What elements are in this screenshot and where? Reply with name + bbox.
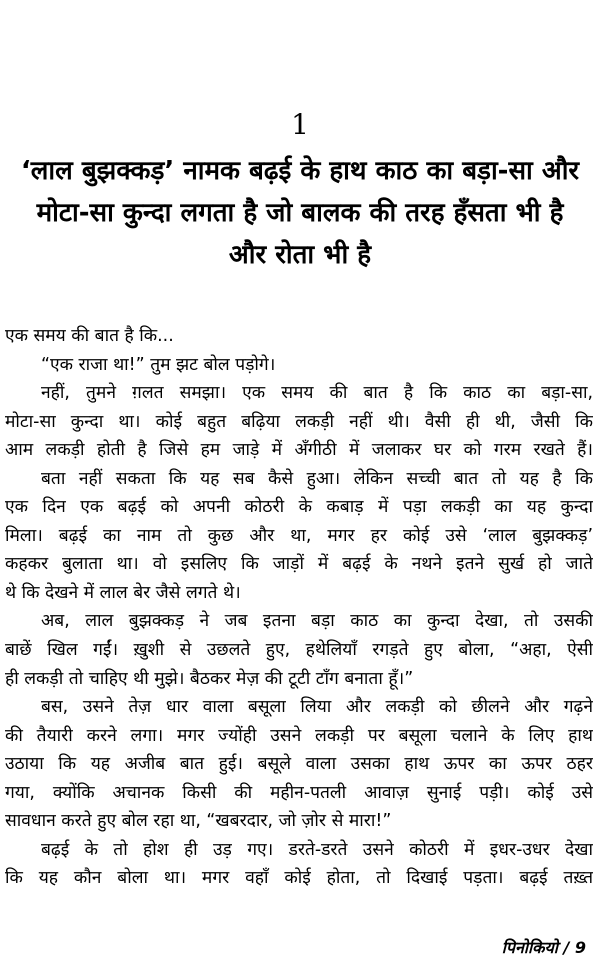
text-line: मिला। बढ़ई का नाम तो कुछ और था, मगर हर कोई उसे ‘लाल बुझक्कड़’ [5, 525, 593, 546]
text-line: एक दिन एक बढ़ई को अपनी कोठरी के कबाड़ में पड़ा लकड़ी का यह कुन्दा [5, 497, 593, 518]
text-line: थे कि देखने में लाल बेर जैसे लगते थे। [5, 582, 241, 603]
text-line: “एक राजा था!” तुम झट बोल पड़ोगे। [41, 354, 276, 375]
text-line: की तैयारी करने लगा। मगर ज्योंही उसने लकड़ी पर बसूला चलाने के लिए हाथ [5, 725, 593, 746]
text-line: सावधान करते हुए बोल रहा था, “खबरदार, जो ज़ोर से मारा!” [5, 811, 392, 832]
chapter-number: 1 [291, 108, 309, 141]
text-line: ही लकड़ी तो चाहिए थी मुझे। बैठकर मेज़ की टूटी टाँग बनाता हूँ।” [5, 668, 414, 689]
story-body [5, 322, 593, 893]
text-line: आम लकड़ी होती है जिसे हम जाड़े में अँगीठी में जलाकर घर को गरम रखते हैं। [5, 440, 593, 461]
text-line: मोटा-सा कुन्दा था। कोई बहुत बढ़िया लकड़ी नहीं थी। वैसी ही थी, जैसी कि [5, 411, 593, 432]
chapter-title-line: मोटा-सा कुन्दा लगता है जो बालक की तरह हँसता भी है [36, 198, 564, 228]
text-line: एक समय की बात है कि... [5, 326, 174, 346]
text-line: बस, उसने तेज़ धार वाला बसूला लिया और लकड़ी को छीलने और गढ़ने [41, 697, 593, 718]
text-line: नहीं, तुमने ग़लत समझा। एक समय की बात है कि काठ का बड़ा-सा, [41, 383, 593, 404]
text-line: कि यह कौन बोला था। मगर वहाँ कोई होता, तो दिखाई पड़ता। बढ़ई तख़्त [5, 868, 593, 889]
chapter-title-line: और रोता भी है [228, 240, 372, 270]
text-line: गया, क्योंकि अचानक किसी की महीन-पतली आवाज़ सुनाई पड़ी। कोई उसे [5, 782, 593, 803]
chapter-title [10, 150, 590, 276]
text-line: बढ़ई के तो होश ही उड़ गए। डरते-डरते उसने कोठरी में इधर-उधर देखा [41, 839, 593, 860]
page-footer: पिनोकियो / 9 [501, 938, 586, 957]
text-line: बाछें खिल गईं। ख़ुशी से उछलते हुए, हथेलियाँ रगड़ते हुए बोला, “अहा, ऐसी [5, 640, 593, 661]
text-line: अब, लाल बुझक्कड़ ने जब इतना बड़ा काठ का कुन्दा देखा, तो उसकी [41, 611, 593, 632]
text-line: बता नहीं सकता कि यह सब कैसे हुआ। लेकिन सच्ची बात तो यह है कि [41, 468, 593, 489]
text-line: उठाया कि यह अजीब बात हुई। बसूले वाला उसका हाथ ऊपर का ऊपर ठहर [5, 754, 593, 775]
text-line: कहकर बुलाता था। वो इसलिए कि जाड़ों में बढ़ई के नथने इतने सुर्ख हो जाते [5, 554, 593, 575]
chapter-title-line: ‘लाल बुझक्कड़’ नामक बढ़ई के हाथ काठ का बड़ा-सा और [20, 156, 580, 186]
